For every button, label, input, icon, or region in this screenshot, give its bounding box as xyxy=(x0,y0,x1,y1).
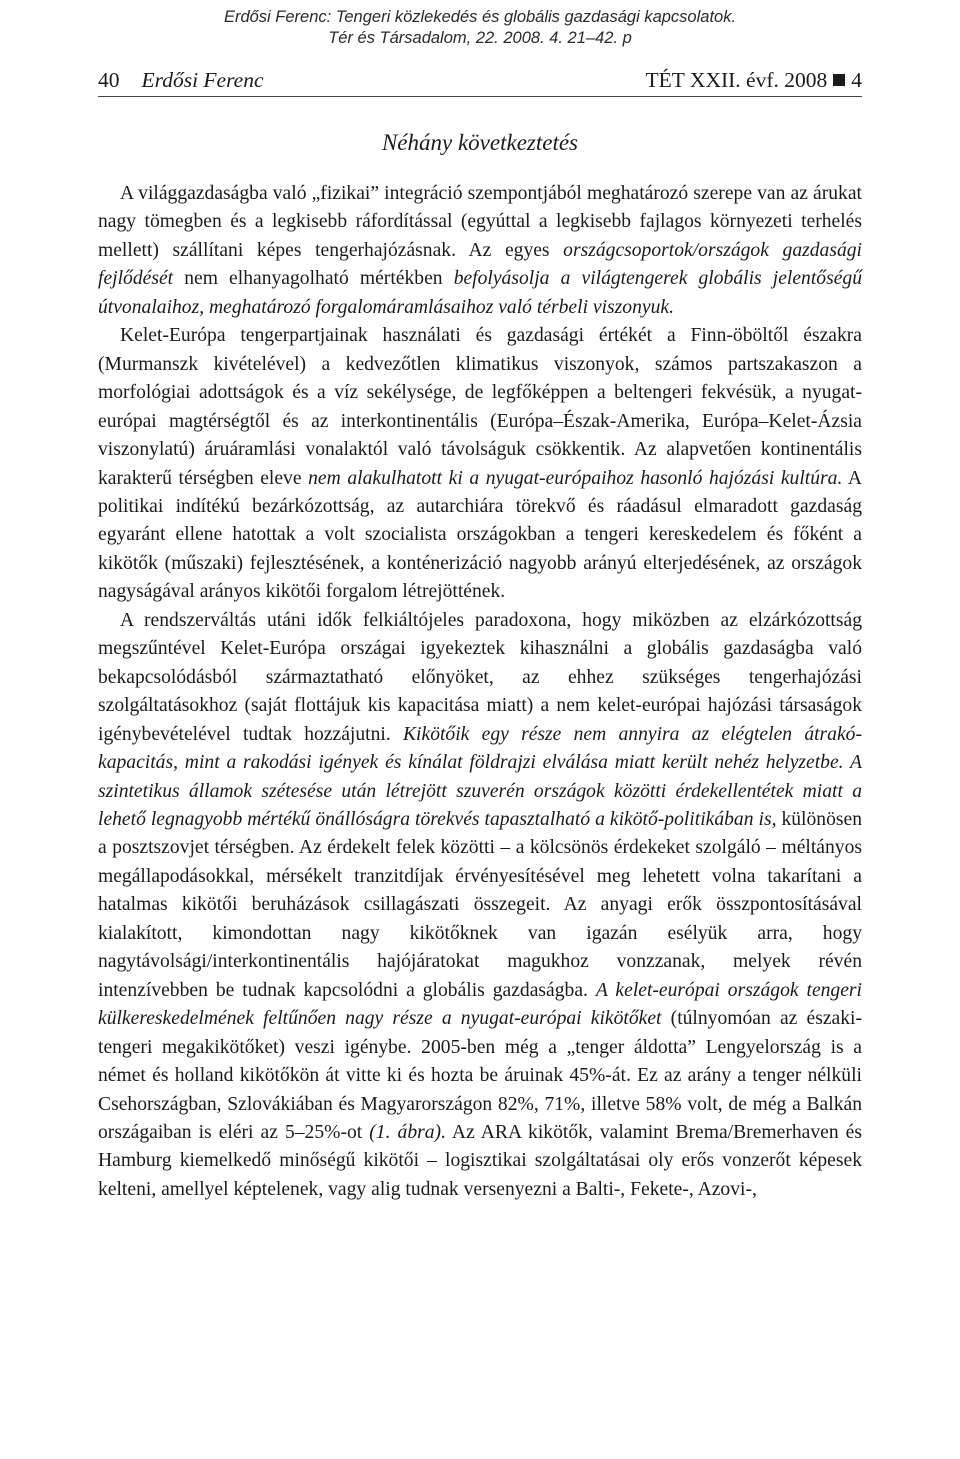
text-run: A világgazdaságba való „fizikai” integráció szempontjából meghatározó szerepe van az árukat nagy tömegben és a legkisebb ráfordítással (egyúttal a legkisebb fajlagos környezeti terhelés mellett) szállítani képes tengerhajózásnak. Az egyes xyxy=(98,183,862,261)
citation-header xyxy=(0,7,960,49)
citation-line-1: Erdősi Ferenc: Tengeri közlekedés és globális gazdasági kapcsolatok. xyxy=(223,8,737,26)
citation-line-2: Tér és Társadalom, 22. 2008. 4. 21–42. p xyxy=(328,29,632,47)
emphasized-text: Kikötőik egy része nem annyira az elégtelen átrakó-kapacitás, mint a rakodási igények és kínálat földrajzi elválása miatt került nehéz helyzetbe. A szintetikus államok szétesése után létrejött szuverén országok közötti érdekellentétek miatt a lehető legnagyobb mértékű önállóságra törekvés tapasztalható a kikötő-politikában is, xyxy=(98,723,863,830)
emphasized-text: nem alakulhatott ki a nyugat-európaihoz hasonló hajózási kultúra. xyxy=(308,467,843,489)
running-head-journal: TÉT XXII. évf. 2008 xyxy=(645,68,828,92)
square-bullet-icon xyxy=(833,74,845,86)
page-number: 40 xyxy=(98,68,120,92)
text-run: (túlnyomóan az északi-tengeri megakikötőket) veszi igénybe. 2005-ben még a „tenger áldotta” Lengyelország is a német és holland kikötőkön át vitte ki és hozta be áruinak 45%-át. Ez az arány a tenger nélküli Csehországban, Szlovákiában és Magyarországon 82%, 71%, illetve 58% volt, de még a Balkán országaiban is eléri az 5–25%-ot xyxy=(98,1008,863,1143)
body-text xyxy=(98,180,862,1204)
running-head-author: Erdősi Ferenc xyxy=(141,68,264,92)
emphasized-text: országcsoportok/országok gazdasági fejlődését xyxy=(98,239,862,290)
running-head xyxy=(98,66,862,97)
text-run: különösen a posztszovjet térségben. Az érdekelt felek közötti – a kölcsönös érdekeket szolgáló – méltányos megállapodásokkal, mérsékelt tranzitdíjak érvényesítésével meg lehetett volna takarítani a hatalmas kikötői beruházások csillagászati összegeit. Az anyagi erők összpontosításával kialakított, kimondottan nagy kikötőknek van igazán esélyük arra, hogy nagytávolsági/interkontinentális hajójáratokat magukhoz vonzzanak, melyek révén intenzívebben be tudnak kapcsolódni a globális gazdaságba. xyxy=(98,808,862,1001)
section-title: Néhány következtetés xyxy=(381,130,579,155)
text-run: A rendszerváltás utáni idők felkiáltójeles paradoxona, hogy miközben az elzárkózottság megszűntével Kelet-Európa országai igyekeztek kihasználni a globális gazdaságba való bekapcsolódásból származtatható előnyöket, az ehhez szükséges tengerhajózási szolgáltatásokhoz (saját flottájuk kis kapacitása miatt) a nem kelet-európai hajózási társaságok igénybevételével tudtak hozzájutni. xyxy=(98,609,862,745)
paragraph xyxy=(98,607,862,1205)
running-head-issue: 4 xyxy=(851,68,862,92)
paragraph xyxy=(98,322,862,607)
paragraph xyxy=(98,180,862,322)
emphasized-text: (1. ábra). xyxy=(369,1121,446,1143)
text-run: nem elhanyagolható mértékben xyxy=(173,268,454,290)
emphasized-text: befolyásolja a világtengerek globális jelentőségű útvonalaihoz, meghatározó forgalomáramlásaihoz való térbeli viszonyuk. xyxy=(98,268,863,318)
text-run: A politikai indítékú bezárkózottság, az autarchiára törekvő és ráadásul elmaradott gazdaság egyaránt ellene hatottak a volt szocialista országokban a tengeri kereskedelem és főként a kikötők (műszaki) fejlesztésének, a konténerizáció nagyobb arányú elterjedésének, az országok nagyságával arányos kikötői forgalom létrejöttének. xyxy=(98,467,863,603)
text-run: Az ARA kikötők, valamint Brema/Bremerhaven és Hamburg kiemelkedő minőségű kikötői – logisztikai szolgáltatásai oly erős vonzerőt képesek kelteni, amellyel képtelenek, vagy alig tudnak versenyezni a Balti-, Fekete-, Azovi-, xyxy=(98,1121,863,1200)
emphasized-text: A kelet-európai országok tengeri külkereskedelmének feltűnően nagy része a nyugat-európai kikötőket xyxy=(98,979,862,1030)
text-run: Kelet-Európa tengerpartjainak használati és gazdasági értékét a Finn-öböltől északra (Murmanszk kivételével) a kedvezőtlen klimatikus viszonyok, számos partszakaszon a morfológiai adottságok és a víz sekélysége, de legfőképpen a beltengeri fekvésük, a nyugat-európai magtérségtől és az interkontinentális (Európa–Észak-Amerika, Európa–Kelet-Ázsia viszonylatú) áruáramlási vonalaktól való távolságuk csökkentik. Az alapvetően kontinentális karakterű térségben eleve xyxy=(98,325,862,489)
